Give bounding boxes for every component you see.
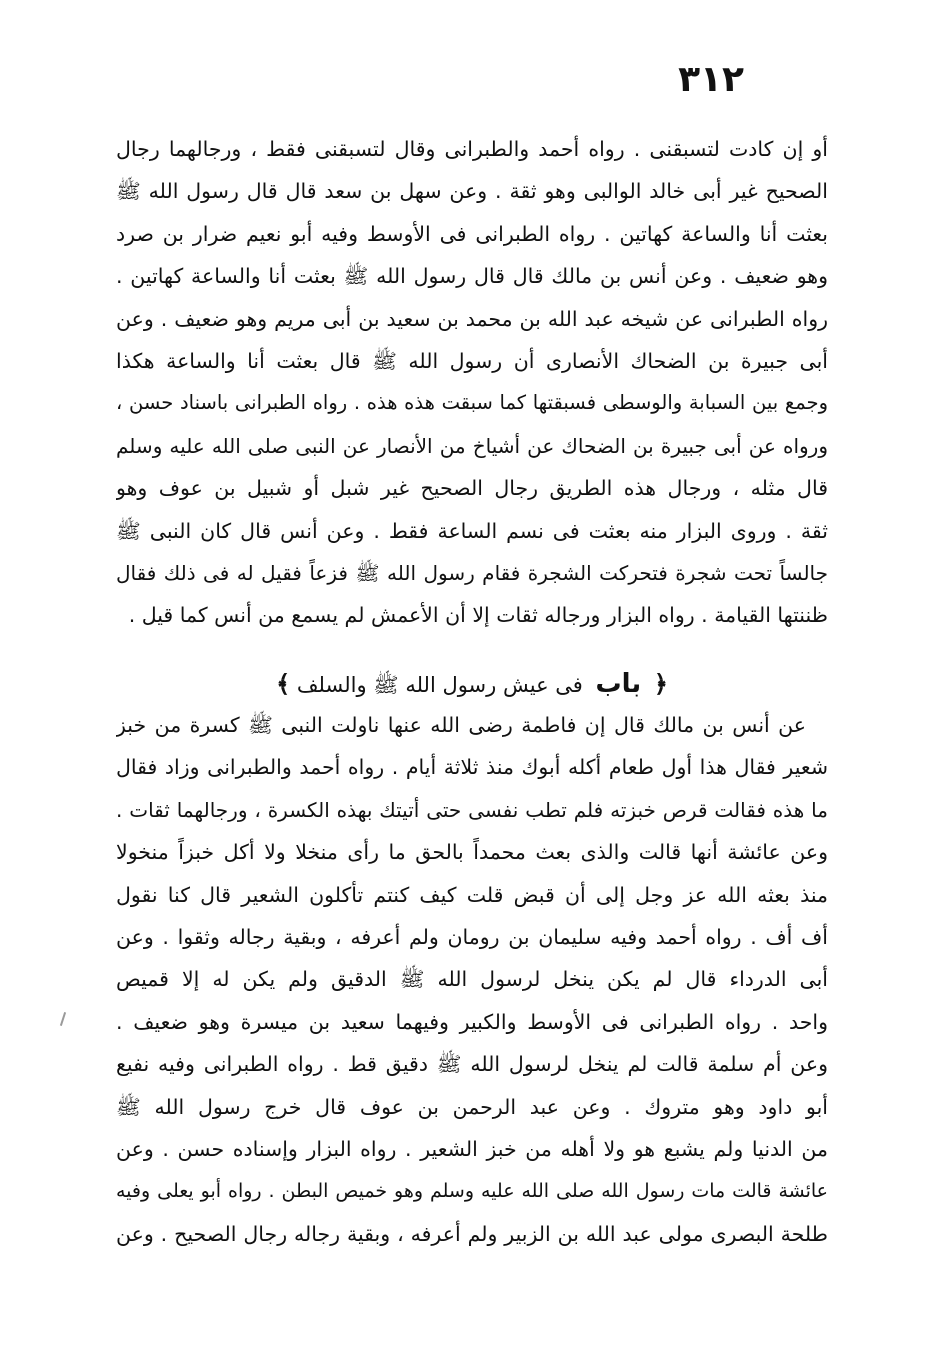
text-line: وعن عائشة أنها قالت والذى بعث محمداً بالحق ما رأى منخلا ولا أكل خبزاً منخولا <box>116 840 828 865</box>
text-line: طلحة البصرى مولى عبد الله بن الزبير ولم أعرفه ، وبقية رجاله رجال الصحيح . وعن <box>116 1221 828 1246</box>
text-line: أبى الدرداء قال لم يكن ينخل لرسول الله ﷺ الدقيق ولم يكن له إلا قميص <box>116 967 828 992</box>
bottom-paragraph <box>116 704 828 1255</box>
heading-title: فى عيش رسول الله ﷺ والسلف <box>296 673 583 697</box>
text-line: وهو ضعيف . وعن أنس بن مالك قال قال رسول الله ﷺ بعثت أنا والساعة كهاتين . <box>116 264 828 289</box>
text-line: عائشة قالت مات رسول الله صلى الله عليه وسلم وهو خميص البطن . رواه أبو يعلى وفيه <box>116 1180 828 1203</box>
text-line: عن أنس بن مالك قال إن فاطمة رضى الله عنها ناولت النبى ﷺ كسرة من خبز <box>116 713 806 737</box>
text-line: بعثت أنا والساعة كهاتين . رواه الطبرانى فى الأوسط وفيه أبو نعيم ضرار بن صرد <box>116 221 828 246</box>
text-line: أف أف . رواه أحمد وفيه سليمان بن رومان ولم أعرفه ، وبقية رجاله وثقوا . وعن <box>116 924 828 949</box>
heading-close-bracket: ﴾ <box>276 670 291 698</box>
text-line: ورواه عن أبى جبيرة بن الضحاك عن أشياخ من الأنصار عن النبى صلى الله عليه وسلم <box>116 433 828 458</box>
text-line: شعير فقال هذا أول طعام أكله أبوك منذ ثلاثة أيام . رواه أحمد والطبرانى وزاد فقال <box>116 755 828 780</box>
heading-bab-word: باب <box>595 669 642 699</box>
text-line: ظننتها القيامة . رواه البزار ورجاله ثقات إلا أن الأعمش لم يسمع من أنس كما قيل . <box>128 603 828 628</box>
text-line: رواه الطبرانى عن شيخه عبد الله بن محمد بن سعيد بن أبى مريم وهو ضعيف . وعن <box>116 306 828 331</box>
text-line: أو إن كادت لتسبقنى . رواه أحمد والطبرانى وقال لتسبقنى فقط ، ورجالهما رجال <box>116 137 828 161</box>
text-line: وجمع بين السبابة والوسطى فسبقتها كما سبقت هذه هذه . رواه الطبرانى باسناد حسن ، <box>116 391 828 415</box>
text-line: من الدنيا ولم يشبع هو ولا أهله من خبز الشعير . رواه البزار وإسناده حسن . وعن <box>116 1136 828 1161</box>
text-line: ثقة . وروى البزار منه بعثت فى نسم الساعة فقط . وعن أنس قال كان النبى ﷺ <box>116 518 828 543</box>
text-line: الصحيح غير أبى خالد الوالبى وهو ثقة . وعن سهل بن سعد قال قال رسول الله ﷺ <box>116 179 828 204</box>
text-line: قال مثله ، ورجال هذه الطريق رجال الصحيح غير شبل أو شبيل بن عوف وهو <box>116 476 828 501</box>
chapter-heading <box>116 662 828 706</box>
text-line: أبو داود وهو متروك . وعن عبد الرحمن بن عوف قال خرج رسول الله ﷺ <box>116 1094 828 1119</box>
text-line: جالساً تحت شجرة فتحركت الشجرة فقام رسول الله ﷺ فزعاً فقيل له فى ذلك فقال <box>116 560 828 585</box>
text-line: أبى جبيرة بن الضحاك الأنصارى أن رسول الله ﷺ قال بعثت أنا والساعة هكذا <box>116 348 828 373</box>
text-line: وعن أم سلمة قالت لم ينخل لرسول الله ﷺ دقيق قط . رواه الطبرانى وفيه نفيع <box>116 1052 828 1077</box>
text-line: ما هذه فقالت قرص خبزته فلم تطب نفسى حتى أتيتك بهذه الكسرة ، ورجالهما ثقات . <box>116 797 828 822</box>
scan-margin-mark <box>60 1012 66 1026</box>
text-line: واحد . رواه الطبرانى فى الأوسط والكبير وفيهما سعيد بن ميسرة وهو ضعيف . <box>116 1009 828 1034</box>
top-paragraph <box>116 128 828 637</box>
heading-open-bracket: ﴿ <box>653 670 668 698</box>
page-number: ٣١٢ <box>678 59 744 100</box>
text-line: منذ بعثه الله عز وجل إلى أن قبض قلت كيف كنتم تأكلون الشعير قال كنا نقول <box>116 882 828 907</box>
